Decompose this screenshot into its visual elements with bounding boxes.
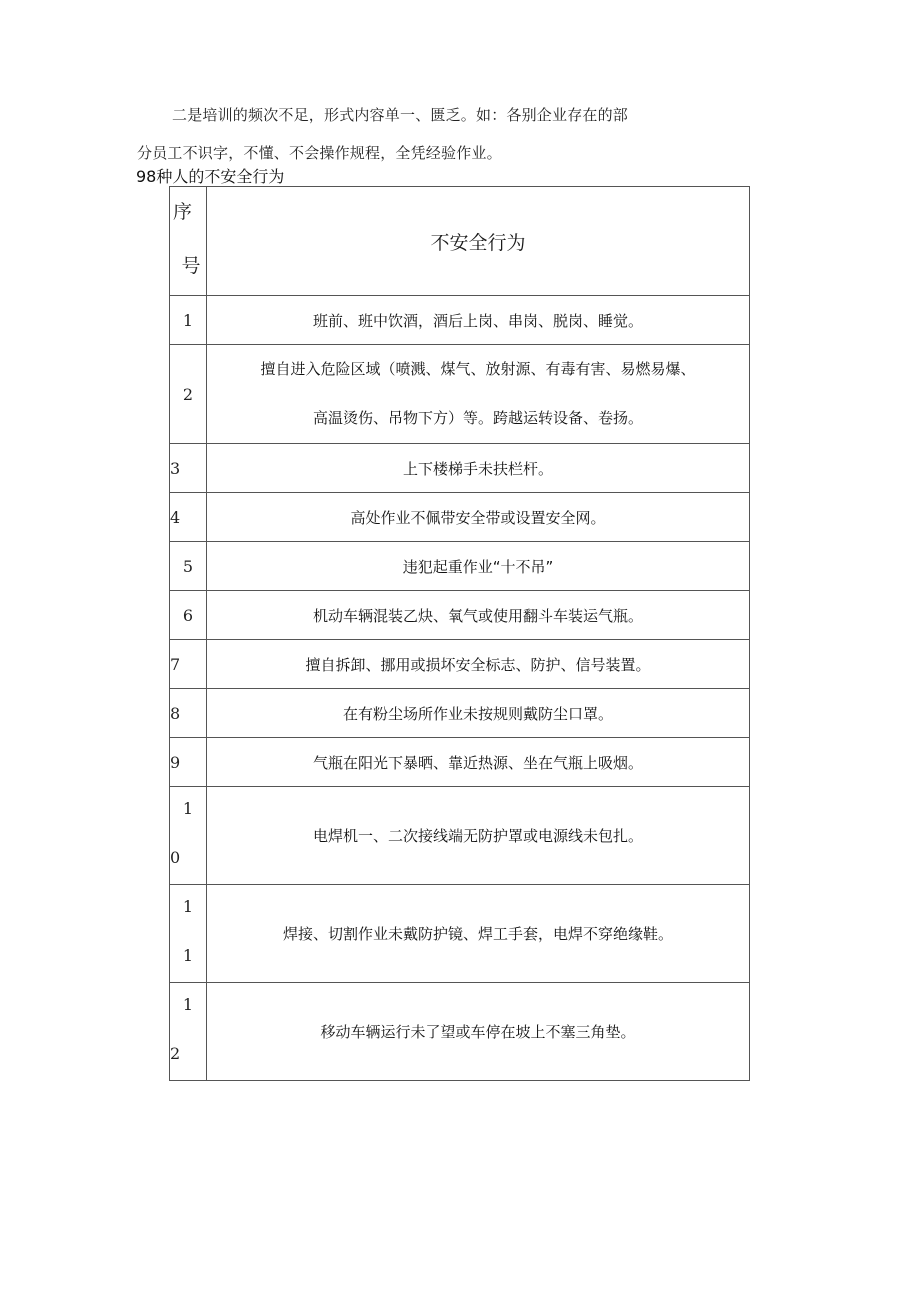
row-behavior: 机动车辆混装乙炔、氧气或使用翻斗车装运气瓶。 <box>207 591 750 640</box>
row-number <box>170 885 207 983</box>
table-row <box>170 640 750 689</box>
header-title-cell: 不安全行为 <box>207 187 750 296</box>
row-number-top: 1 <box>182 799 194 818</box>
row-number-bottom: 1 <box>182 946 194 965</box>
unsafe-behaviors-table <box>169 186 750 1081</box>
row-number: 6 <box>170 591 207 640</box>
table-row <box>170 787 750 885</box>
row-behavior: 电焊机一、二次接线端无防护罩或电源线未包扎。 <box>207 787 750 885</box>
row-behavior-line: 高温烫伤、吊物下方）等。跨越运转设备、卷扬。 <box>312 409 643 427</box>
row-behavior <box>207 345 750 444</box>
header-number-cell <box>170 187 207 296</box>
row-number-top: 1 <box>182 897 194 916</box>
table-row <box>170 738 750 787</box>
row-number: 1 <box>170 296 207 345</box>
row-behavior: 气瓶在阳光下暴晒、靠近热源、坐在气瓶上吸烟。 <box>207 738 750 787</box>
table-row <box>170 983 750 1081</box>
row-number: 2 <box>170 345 207 444</box>
table-row <box>170 493 750 542</box>
row-behavior: 在有粉尘场所作业未按规则戴防尘口罩。 <box>207 689 750 738</box>
table-row <box>170 885 750 983</box>
table-header-row <box>170 187 750 296</box>
header-number-bottom: 号 <box>181 255 201 277</box>
body-paragraph-1: 二是培训的频次不足，形式内容单一、匮乏。如：各别企业存在的部 <box>172 106 629 124</box>
row-behavior: 高处作业不佩带安全带或设置安全网。 <box>207 493 750 542</box>
table-row <box>170 542 750 591</box>
row-number-bottom: 2 <box>170 1044 181 1063</box>
row-number <box>170 787 207 885</box>
table-row <box>170 296 750 345</box>
row-number-top: 1 <box>182 995 194 1014</box>
section-heading: 98种人的不安全行为 <box>136 167 285 186</box>
table-row <box>170 345 750 444</box>
row-behavior: 焊接、切割作业未戴防护镜、焊工手套，电焊不穿绝缘鞋。 <box>207 885 750 983</box>
row-number <box>170 983 207 1081</box>
row-behavior: 移动车辆运行未了望或车停在坡上不塞三角垫。 <box>207 983 750 1081</box>
table-row <box>170 591 750 640</box>
table-row <box>170 444 750 493</box>
row-number-bottom: 0 <box>170 848 181 867</box>
row-number: 3 <box>170 444 207 493</box>
row-number: 5 <box>170 542 207 591</box>
row-behavior: 擅自拆卸、挪用或损坏安全标志、防护、信号装置。 <box>207 640 750 689</box>
row-behavior: 班前、班中饮酒，酒后上岗、串岗、脱岗、睡觉。 <box>207 296 750 345</box>
table-row <box>170 689 750 738</box>
row-behavior: 上下楼梯手未扶栏杆。 <box>207 444 750 493</box>
row-behavior: 违犯起重作业“十不吊” <box>207 542 750 591</box>
row-number: 4 <box>170 493 207 542</box>
row-behavior-line: 擅自进入危险区域（喷溅、煤气、放射源、有毒有害、易燃易爆、 <box>260 360 696 378</box>
header-number-top: 序 <box>173 201 193 223</box>
body-paragraph-2: 分员工不识字，不懂、不会操作规程，全凭经验作业。 <box>137 144 502 162</box>
row-number: 8 <box>170 689 207 738</box>
row-number: 9 <box>170 738 207 787</box>
row-number: 7 <box>170 640 207 689</box>
